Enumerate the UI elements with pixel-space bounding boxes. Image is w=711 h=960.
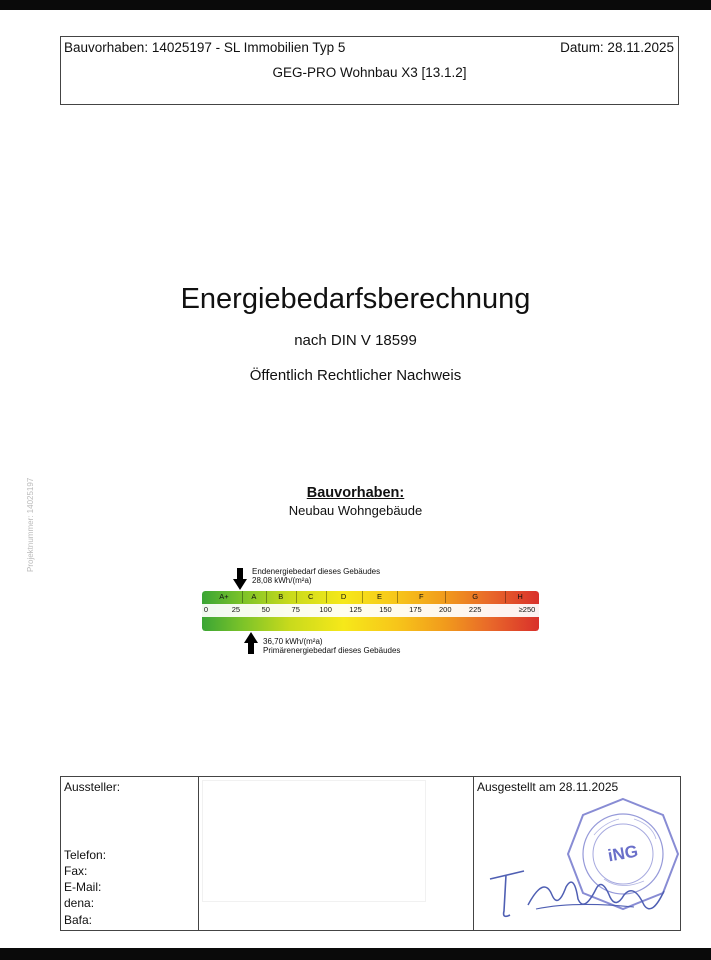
energy-class-label: F xyxy=(419,592,424,601)
energy-class-divider xyxy=(296,591,297,603)
energy-class-label: A+ xyxy=(219,592,229,601)
bafa-label: Bafa: xyxy=(64,913,93,927)
primary-energy-arrow-icon xyxy=(244,632,258,654)
issued-date: Ausgestellt am 28.11.2025 xyxy=(477,780,619,794)
end-energy-value: 28,08 kWh/(m²a) xyxy=(252,576,312,585)
issued-column xyxy=(474,777,680,930)
energy-scale-tick: ≥250 xyxy=(518,605,536,614)
energy-scale-tick: 100 xyxy=(319,605,332,614)
software-label: GEG-PRO Wohnbau X3 [13.1.2] xyxy=(272,65,467,80)
stamp-logo-text: iNG xyxy=(606,841,640,866)
subtitle-norm: nach DIN V 18599 xyxy=(294,332,417,349)
issuer-details-column xyxy=(199,777,474,930)
energy-class-label: C xyxy=(307,592,314,601)
energy-class-label: B xyxy=(278,592,284,601)
bauvorhaben-text: Neubau Wohngebäude xyxy=(288,503,423,518)
energy-class-label: H xyxy=(517,592,523,601)
energy-scale-tick: 125 xyxy=(349,605,362,614)
dena-label: dena: xyxy=(64,896,95,910)
energy-scale-tick: 25 xyxy=(231,605,241,614)
energy-class-divider xyxy=(242,591,243,603)
handwritten-signature xyxy=(484,865,669,925)
primary-energy-label xyxy=(263,637,400,655)
page-title: Energiebedarfsberechnung xyxy=(180,283,531,315)
energy-class-divider xyxy=(326,591,327,603)
bauvorhaben-heading: Bauvorhaben: xyxy=(306,485,405,501)
energy-efficiency-scale xyxy=(202,591,539,631)
energy-class-label: A xyxy=(251,592,257,601)
energy-scale-tick: 150 xyxy=(379,605,392,614)
email-label: E-Mail: xyxy=(64,880,102,894)
energy-class-label: D xyxy=(340,592,347,601)
header-box xyxy=(60,36,679,105)
primary-energy-value: 36,70 kWh/(m²a) xyxy=(263,637,323,646)
scale-tick-band xyxy=(202,604,539,617)
energy-class-label: G xyxy=(472,592,479,601)
side-project-number: Projektnummer: 14025197 xyxy=(26,477,35,572)
phone-label: Telefon: xyxy=(64,848,107,862)
energy-scale-tick: 0 xyxy=(203,605,209,614)
energy-class-divider xyxy=(362,591,363,603)
footer-box xyxy=(60,776,681,931)
subtitle-proof: Öffentlich Rechtlicher Nachweis xyxy=(249,367,462,384)
energy-class-divider xyxy=(445,591,446,603)
energy-class-divider xyxy=(266,591,267,603)
energy-class-label: E xyxy=(376,592,382,601)
end-energy-label xyxy=(252,567,380,585)
bottom-border-bar xyxy=(0,948,711,960)
issuer-label: Aussteller: xyxy=(64,780,121,794)
end-energy-arrow-icon xyxy=(233,568,247,590)
energy-scale-tick: 225 xyxy=(468,605,482,614)
redacted-area xyxy=(202,780,426,902)
fax-label: Fax: xyxy=(64,864,88,878)
end-energy-title: Endenergiebedarf dieses Gebäudes xyxy=(252,567,381,576)
energy-scale-tick: 175 xyxy=(409,605,422,614)
issuer-label-column xyxy=(61,777,199,930)
primary-energy-title: Primärenergiebedarf dieses Gebäudes xyxy=(263,646,401,655)
energy-scale-tick: 50 xyxy=(261,605,270,614)
energy-class-divider xyxy=(397,591,398,603)
energy-scale-tick: 200 xyxy=(439,605,452,614)
energy-scale-tick: 75 xyxy=(291,605,300,614)
project-label: Bauvorhaben: 14025197 - SL Immobilien Typ 5 xyxy=(64,40,346,55)
date-label: Datum: 28.11.2025 xyxy=(560,40,674,55)
energy-class-divider xyxy=(505,591,506,603)
top-border-bar xyxy=(0,0,711,10)
